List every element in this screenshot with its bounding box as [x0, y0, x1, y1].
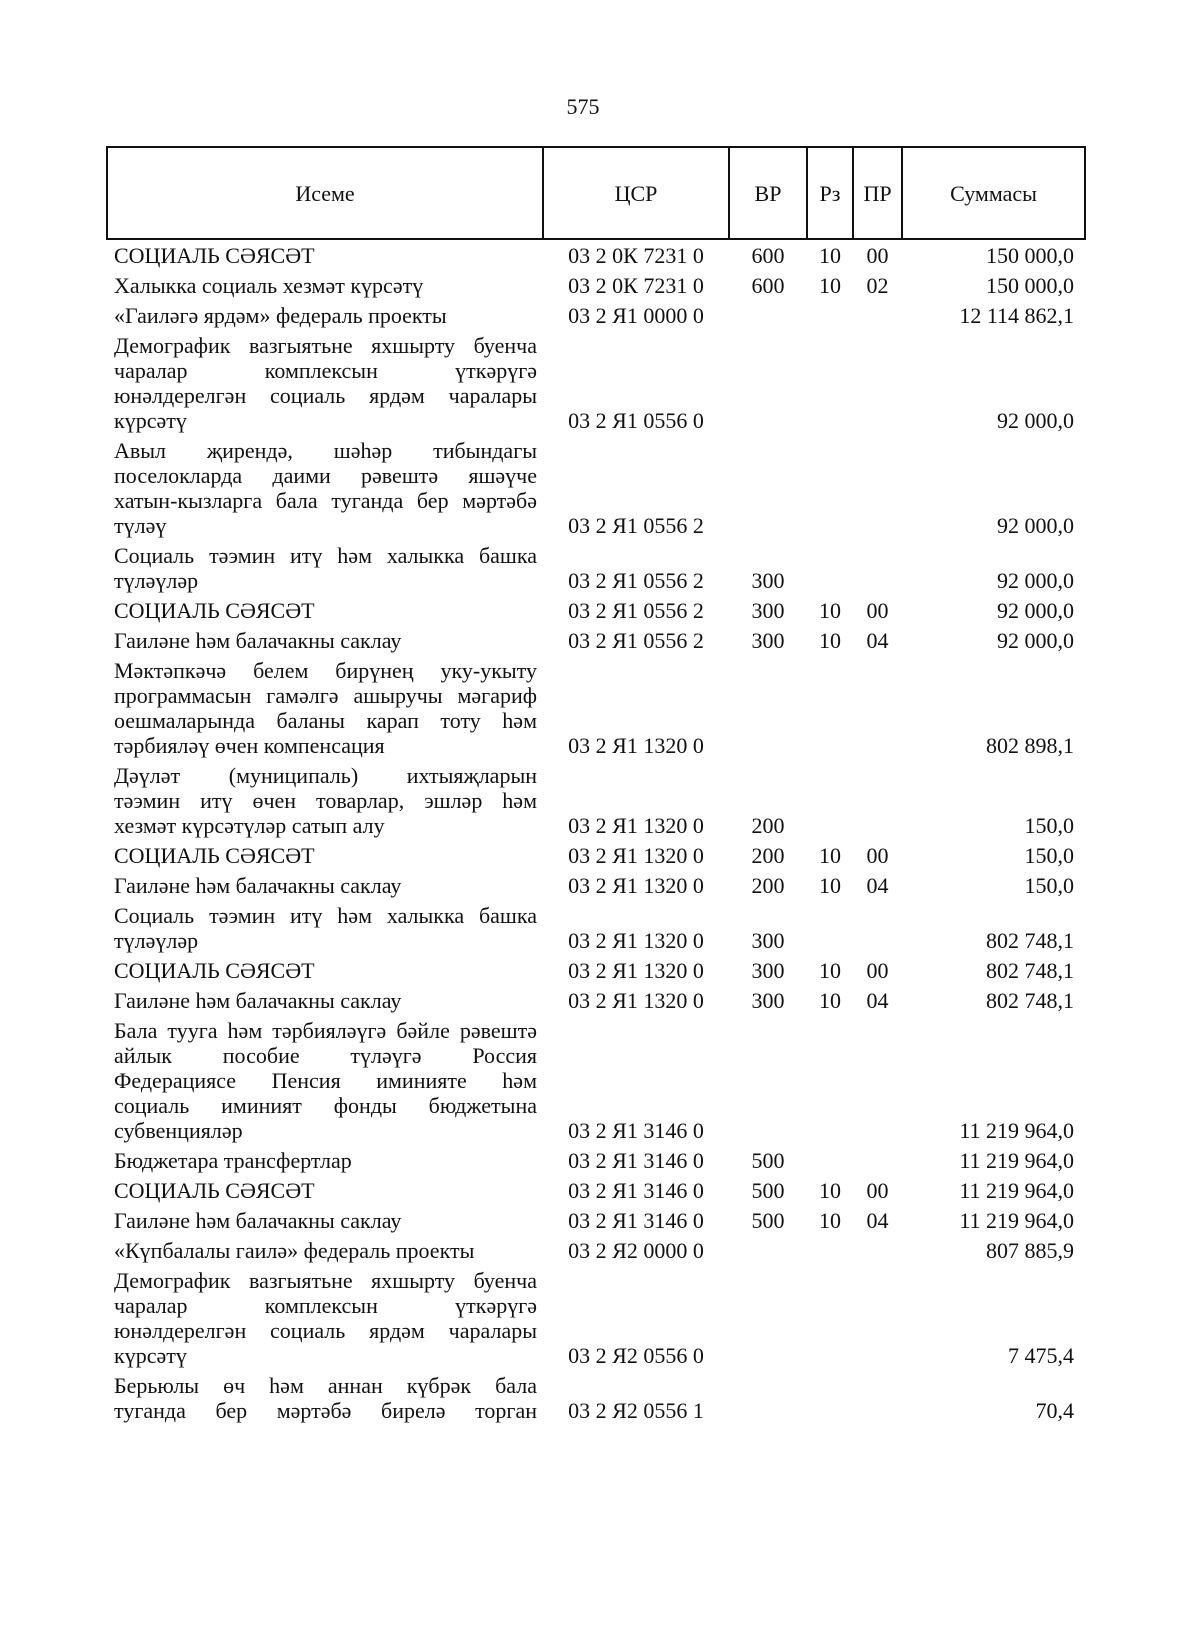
row-name-line: Бюджетара трансфертлар [114, 1148, 352, 1173]
row-rz-cell [807, 330, 853, 435]
row-sum-cell: 11 219 964,0 [959, 1208, 1074, 1233]
row-vr-cell: 500 [751, 1208, 785, 1233]
row-name-line: Гаиләне һәм балачакны саклау [114, 628, 402, 653]
row-pr-cell: 04 [866, 873, 889, 898]
table-row [107, 760, 1085, 840]
row-vr-cell: 300 [751, 568, 785, 593]
row-vr-cell: 200 [751, 843, 785, 868]
row-csr-cell: 03 2 Я1 3146 0 [568, 1148, 704, 1173]
row-sum-cell: 802 898,1 [986, 733, 1074, 758]
row-name-line: чаралар комплексын үткәрүгә [114, 1293, 537, 1318]
row-sum-cell: 802 748,1 [986, 988, 1074, 1013]
row-name-line: айлык пособие түләүгә Россия [114, 1043, 537, 1068]
row-vr-cell [729, 1265, 807, 1370]
row-pr-cell: 00 [866, 1178, 889, 1203]
table-row [107, 1175, 1085, 1205]
row-name-line: юнәлдерелгән социаль ярдәм чаралары [114, 1318, 537, 1343]
table-row [107, 330, 1085, 435]
row-csr-cell: 03 2 Я1 1320 0 [568, 813, 704, 838]
row-csr-cell: 03 2 Я2 0000 0 [568, 1238, 704, 1263]
row-vr-cell: 300 [751, 988, 785, 1013]
row-csr-cell: 03 2 Я1 0556 2 [568, 598, 704, 623]
budget-table-container [106, 146, 1084, 1425]
header-row [107, 147, 1085, 239]
row-rz-cell: 10 [819, 628, 841, 653]
row-csr-cell: 03 2 Я1 0000 0 [568, 303, 704, 328]
row-name-line: күрсәтү [114, 408, 187, 433]
table-row [107, 1015, 1085, 1145]
row-name-cell [107, 1145, 543, 1175]
row-vr-cell: 200 [751, 873, 785, 898]
row-csr-cell: 03 2 Я1 1320 0 [568, 843, 704, 868]
row-pr-cell: 04 [866, 988, 889, 1013]
row-vr-cell [729, 330, 807, 435]
row-rz-cell [807, 1145, 853, 1175]
row-sum-cell: 92 000,0 [997, 513, 1074, 538]
row-pr-cell [853, 330, 902, 435]
row-name-line: тәрбияләү өчен компенсация [114, 733, 385, 758]
row-sum-cell: 150 000,0 [986, 273, 1074, 298]
row-name-cell [107, 985, 543, 1015]
row-name-cell [107, 655, 543, 760]
row-csr-cell: 03 2 Я1 1320 0 [568, 733, 704, 758]
row-csr-cell: 03 2 Я1 1320 0 [568, 958, 704, 983]
row-vr-cell: 200 [751, 813, 785, 838]
row-vr-cell: 300 [751, 598, 785, 623]
row-name-line: чаралар комплексын үткәрүгә [114, 358, 537, 383]
row-rz-cell [807, 1265, 853, 1370]
row-pr-cell [853, 1370, 902, 1425]
row-rz-cell: 10 [819, 1178, 841, 1203]
row-name-line: Демографик вазгыятьне яхшырту буенча [114, 333, 537, 358]
row-pr-cell: 04 [866, 1208, 889, 1233]
row-csr-cell: 03 2 Я2 0556 1 [568, 1398, 704, 1423]
row-sum-cell: 7 475,4 [1008, 1343, 1074, 1368]
table-row [107, 270, 1085, 300]
row-name-line: Социаль тәэмин итү һәм халыкка башка [114, 903, 537, 928]
row-sum-cell: 802 748,1 [986, 928, 1074, 953]
row-pr-cell [853, 900, 902, 955]
row-vr-cell: 300 [751, 928, 785, 953]
row-rz-cell [807, 900, 853, 955]
row-rz-cell: 10 [819, 273, 841, 298]
row-pr-cell: 00 [866, 598, 889, 623]
row-vr-cell: 600 [751, 273, 785, 298]
table-row [107, 595, 1085, 625]
row-name-cell [107, 270, 543, 300]
table-row [107, 840, 1085, 870]
row-pr-cell [853, 655, 902, 760]
row-sum-cell: 92 000,0 [997, 598, 1074, 623]
row-sum-cell: 150,0 [1024, 843, 1074, 868]
row-sum-cell: 150,0 [1024, 813, 1074, 838]
row-name-line: СОЦИАЛЬ СӘЯСӘТ [114, 598, 315, 623]
row-name-cell [107, 900, 543, 955]
table-row [107, 239, 1085, 270]
row-name-line: Берьюлы өч һәм аннан күбрәк бала [114, 1373, 537, 1398]
row-name-line: Мәктәпкәчә белем бирүнең уку-укыту [114, 658, 537, 683]
row-name-line: «Күпбалалы гаилә» федераль проекты [114, 1238, 475, 1263]
table-row [107, 655, 1085, 760]
row-pr-cell [853, 760, 902, 840]
header-pr: ПР [853, 147, 902, 239]
row-csr-cell: 03 2 Я1 3146 0 [568, 1178, 704, 1203]
row-name-line: Гаиләне һәм балачакны саклау [114, 1208, 402, 1233]
row-vr-cell: 300 [751, 628, 785, 653]
table-row [107, 1370, 1085, 1425]
row-rz-cell: 10 [819, 958, 841, 983]
row-csr-cell: 03 2 Я1 1320 0 [568, 873, 704, 898]
row-name-line: Социаль тәэмин итү һәм халыкка башка [114, 543, 537, 568]
row-name-line: Халыкка социаль хезмәт күрсәтү [114, 273, 424, 298]
header-csr: ЦСР [543, 147, 729, 239]
row-name-line: күрсәтү [114, 1343, 187, 1368]
header-sum: Суммасы [902, 147, 1085, 239]
row-name-cell [107, 239, 543, 270]
row-csr-cell: 03 2 Я1 3146 0 [568, 1208, 704, 1233]
row-vr-cell [729, 1370, 807, 1425]
row-name-cell [107, 1265, 543, 1370]
table-row [107, 435, 1085, 540]
row-pr-cell [853, 1265, 902, 1370]
row-pr-cell: 04 [866, 628, 889, 653]
table-row [107, 1235, 1085, 1265]
row-name-cell [107, 1175, 543, 1205]
row-vr-cell: 300 [751, 958, 785, 983]
row-name-line: түләүләр [114, 568, 199, 593]
row-csr-cell: 03 2 Я2 0556 0 [568, 1343, 704, 1368]
table-row [107, 1205, 1085, 1235]
row-rz-cell [807, 300, 853, 330]
row-sum-cell: 70,4 [1035, 1398, 1074, 1423]
row-name-line: Федерациясе Пенсия иминияте һәм [114, 1068, 537, 1093]
row-pr-cell: 02 [866, 273, 889, 298]
row-rz-cell [807, 1015, 853, 1145]
row-csr-cell: 03 2 Я1 1320 0 [568, 928, 704, 953]
row-sum-cell: 807 885,9 [986, 1238, 1074, 1263]
row-name-line: Гаиләне һәм балачакны саклау [114, 988, 402, 1013]
row-rz-cell [807, 655, 853, 760]
row-pr-cell [853, 1145, 902, 1175]
row-sum-cell: 11 219 964,0 [959, 1148, 1074, 1173]
row-vr-cell [729, 655, 807, 760]
row-rz-cell [807, 540, 853, 595]
row-name-line: Бала тууга һәм тәрбияләүгә бәйле рәвештә [114, 1018, 537, 1043]
row-name-cell [107, 840, 543, 870]
row-vr-cell [729, 1015, 807, 1145]
row-csr-cell: 03 2 0К 7231 0 [568, 243, 704, 268]
row-csr-cell: 03 2 Я1 0556 2 [568, 568, 704, 593]
row-name-cell [107, 435, 543, 540]
row-sum-cell: 150 000,0 [986, 243, 1074, 268]
row-name-line: СОЦИАЛЬ СӘЯСӘТ [114, 958, 315, 983]
header-rz: Рз [807, 147, 853, 239]
row-vr-cell [729, 1235, 807, 1265]
row-rz-cell: 10 [819, 988, 841, 1013]
row-name-cell [107, 1015, 543, 1145]
table-row [107, 300, 1085, 330]
row-name-line: түләү [114, 513, 167, 538]
row-name-line: тәэмин итү өчен товарлар, эшләр һәм [114, 788, 537, 813]
row-name-cell [107, 1370, 543, 1425]
row-sum-cell: 11 219 964,0 [959, 1178, 1074, 1203]
row-name-line: «Гаиләгә ярдәм» федераль проекты [114, 303, 447, 328]
row-name-cell [107, 1205, 543, 1235]
row-sum-cell: 802 748,1 [986, 958, 1074, 983]
row-name-line: Дәүләт (муниципаль) ихтыяҗларын [114, 763, 537, 788]
row-name-line: Демографик вазгыятьне яхшырту буенча [114, 1268, 537, 1293]
row-pr-cell [853, 435, 902, 540]
table-row [107, 1145, 1085, 1175]
row-sum-cell: 92 000,0 [997, 628, 1074, 653]
row-vr-cell [729, 435, 807, 540]
row-name-line: юнәлдерелгән социаль ярдәм чаралары [114, 383, 537, 408]
row-name-cell [107, 760, 543, 840]
table-row [107, 870, 1085, 900]
row-name-line: Авыл җирендә, шәһәр тибындагы [114, 438, 537, 463]
row-vr-cell [729, 300, 807, 330]
table-body [107, 239, 1085, 1425]
row-sum-cell: 12 114 862,1 [959, 303, 1074, 328]
row-name-cell [107, 595, 543, 625]
row-rz-cell [807, 435, 853, 540]
row-csr-cell: 03 2 Я1 0556 2 [568, 513, 704, 538]
row-sum-cell: 150,0 [1024, 873, 1074, 898]
page-number: 575 [566, 94, 600, 119]
table-row [107, 955, 1085, 985]
row-name-cell [107, 330, 543, 435]
header-vr: ВР [729, 147, 807, 239]
row-pr-cell: 00 [866, 843, 889, 868]
row-sum-cell: 11 219 964,0 [959, 1118, 1074, 1143]
table-row [107, 900, 1085, 955]
row-csr-cell: 03 2 Я1 0556 0 [568, 408, 704, 433]
header-name: Исеме [107, 147, 543, 239]
table-row [107, 625, 1085, 655]
row-vr-cell: 500 [751, 1178, 785, 1203]
row-rz-cell [807, 760, 853, 840]
row-name-line: СОЦИАЛЬ СӘЯСӘТ [114, 843, 315, 868]
row-pr-cell [853, 300, 902, 330]
row-name-line: хатын-кызларга бала туганда бер мәртәбә [114, 488, 537, 513]
row-pr-cell [853, 1015, 902, 1145]
row-sum-cell: 92 000,0 [997, 408, 1074, 433]
row-name-line: поселокларда даими рәвештә яшәүче [114, 463, 537, 488]
table-header [107, 147, 1085, 239]
row-csr-cell: 03 2 Я1 3146 0 [568, 1118, 704, 1143]
row-rz-cell [807, 1370, 853, 1425]
table-row [107, 540, 1085, 595]
row-name-cell [107, 870, 543, 900]
row-pr-cell [853, 1235, 902, 1265]
row-name-line: Гаиләне һәм балачакны саклау [114, 873, 402, 898]
row-rz-cell: 10 [819, 873, 841, 898]
row-name-line: түләүләр [114, 928, 199, 953]
row-pr-cell: 00 [866, 958, 889, 983]
row-name-line: хезмәт күрсәтүләр сатып алу [114, 813, 385, 838]
row-name-cell [107, 1235, 543, 1265]
row-name-cell [107, 625, 543, 655]
row-rz-cell: 10 [819, 1208, 841, 1233]
row-rz-cell [807, 1235, 853, 1265]
row-name-line: программасын гамәлгә ашыручы мәгариф [114, 683, 537, 708]
table-row [107, 985, 1085, 1015]
row-name-line: субвенцияләр [114, 1118, 243, 1143]
row-name-line: туганда бер мәртәбә бирелә торган [114, 1398, 537, 1423]
row-csr-cell: 03 2 Я1 1320 0 [568, 988, 704, 1013]
row-rz-cell: 10 [819, 843, 841, 868]
row-rz-cell: 10 [819, 598, 841, 623]
row-name-line: СОЦИАЛЬ СӘЯСӘТ [114, 1178, 315, 1203]
row-csr-cell: 03 2 Я1 0556 2 [568, 628, 704, 653]
row-name-line: оешмаларында баланы карап тоту һәм [114, 708, 537, 733]
row-csr-cell: 03 2 0К 7231 0 [568, 273, 704, 298]
row-sum-cell: 92 000,0 [997, 568, 1074, 593]
row-vr-cell: 500 [751, 1148, 785, 1173]
row-name-line: социаль иминият фонды бюджетына [114, 1093, 537, 1118]
row-rz-cell: 10 [819, 243, 841, 268]
row-vr-cell: 600 [751, 243, 785, 268]
row-pr-cell [853, 540, 902, 595]
row-name-cell [107, 540, 543, 595]
budget-table [106, 146, 1086, 1425]
row-pr-cell: 00 [866, 243, 889, 268]
row-name-cell [107, 955, 543, 985]
row-name-cell [107, 300, 543, 330]
row-name-line: СОЦИАЛЬ СӘЯСӘТ [114, 243, 315, 268]
table-row [107, 1265, 1085, 1370]
